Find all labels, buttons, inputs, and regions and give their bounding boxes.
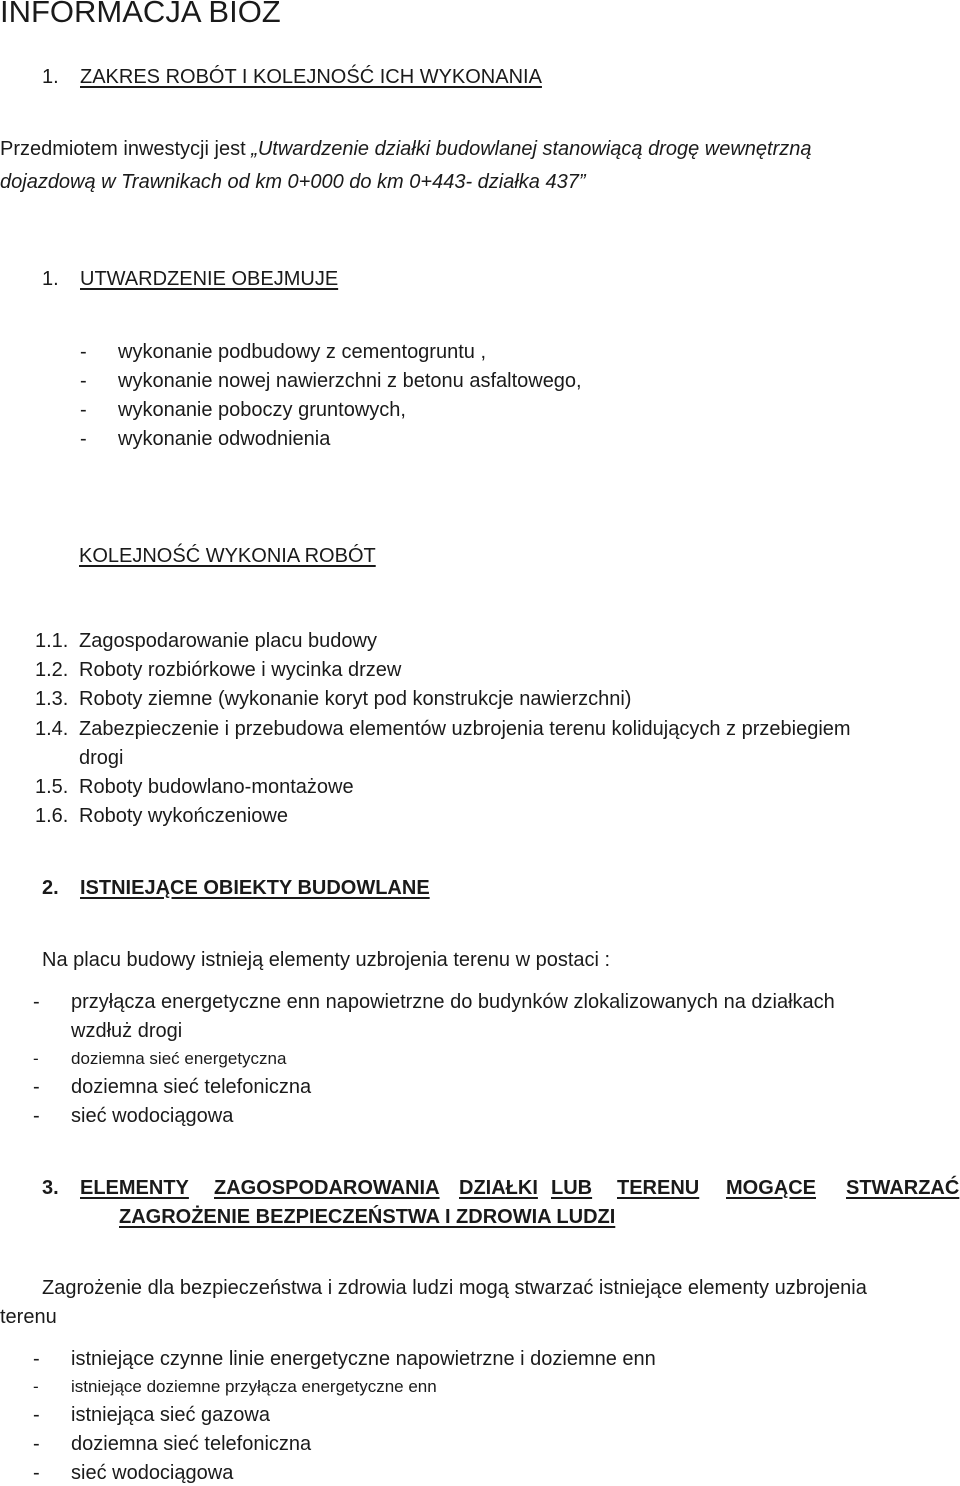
list-item: Roboty rozbiórkowe i wycinka drzew [79, 659, 402, 681]
intro-italic-line2: dojazdową w Trawnikach od km 0+000 do km 0+443- działka 437” [0, 171, 586, 193]
section3-heading-word: ZAGOSPODAROWANIA [214, 1177, 440, 1199]
intro-paragraph [0, 138, 812, 161]
utwardzenie-number: 1. [42, 268, 59, 290]
list-item: doziemna sieć telefoniczna [71, 1076, 312, 1098]
list-item: sieć wodociągowa [71, 1105, 234, 1127]
intro-lead: Przedmiotem inwestycji jest [0, 138, 252, 160]
section1-number: 1. [42, 66, 59, 88]
list-dash: - [80, 370, 87, 392]
list-item: doziemna sieć telefoniczna [71, 1433, 312, 1455]
section2-number: 2. [42, 877, 59, 899]
section3-heading-word: LUB [551, 1177, 593, 1199]
list-item: Zagospodarowanie placu budowy [79, 630, 377, 652]
list-dash: - [33, 1348, 40, 1370]
list-item: Roboty ziemne (wykonanie koryt pod konstrukcje nawierzchni) [79, 688, 632, 710]
list-dash: - [33, 1377, 39, 1396]
list-dash: - [33, 1049, 39, 1068]
list-item: istniejąca sieć gazowa [71, 1404, 270, 1426]
list-dash: - [33, 991, 40, 1013]
section3-heading-line2: ZAGROŻENIE BEZPIECZEŃSTWA I ZDROWIA LUDZI [119, 1206, 616, 1228]
list-number: 1.6. [35, 805, 69, 827]
list-item: przyłącza energetyczne enn napowietrzne do budynków zlokalizowanych na działkach [71, 991, 835, 1013]
list-item-continuation: drogi [79, 747, 124, 769]
section3-heading-word: TERENU [617, 1177, 700, 1199]
utwardzenie-heading: UTWARDZENIE OBEJMUJE [80, 268, 339, 290]
section2-heading: ISTNIEJĄCE OBIEKTY BUDOWLANE [80, 877, 430, 899]
section3-intro-line1: Zagrożenie dla bezpieczeństwa i zdrowia ludzi mogą stwarzać istniejące elementy uzbrojenia [42, 1277, 867, 1299]
list-number: 1.2. [35, 659, 69, 681]
section2-intro: Na placu budowy istnieją elementy uzbrojenia terenu w postaci : [42, 949, 611, 971]
list-item-continuation: wzdłuż drogi [71, 1020, 183, 1042]
list-dash: - [80, 428, 87, 450]
section3-heading-word: STWARZAĆ [846, 1177, 960, 1199]
list-item: Roboty budowlano-montażowe [79, 776, 354, 798]
list-number: 1.4. [35, 718, 69, 740]
list-item: Roboty wykończeniowe [79, 805, 288, 827]
intro-italic-line1: „Utwardzenie działki budowlanej stanowiącą drogę wewnętrzną [251, 138, 812, 160]
section3-heading-word: MOGĄCE [726, 1177, 816, 1199]
list-item: Zabezpieczenie i przebudowa elementów uzbrojenia terenu kolidujących z przebiegiem [79, 718, 851, 740]
list-dash: - [33, 1404, 40, 1426]
section3-heading-word: ELEMENTY [80, 1177, 189, 1199]
section1-heading: ZAKRES ROBÓT I KOLEJNOŚĆ ICH WYKONANIA [80, 66, 542, 88]
list-item: sieć wodociągowa [71, 1462, 234, 1484]
section3-heading-word: DZIAŁKI [459, 1177, 538, 1199]
section3-number: 3. [42, 1177, 59, 1199]
list-dash: - [33, 1105, 40, 1127]
list-item: istniejące doziemne przyłącza energetyczne enn [71, 1377, 437, 1396]
list-dash: - [33, 1076, 40, 1098]
list-item: wykonanie podbudowy z cementogruntu , [118, 341, 487, 363]
list-dash: - [33, 1462, 40, 1484]
list-item: wykonanie nowej nawierzchni z betonu asfaltowego, [118, 370, 582, 392]
page-title: INFORMACJA BIOZ [0, 0, 281, 29]
list-number: 1.1. [35, 630, 69, 652]
list-item: wykonanie poboczy gruntowych, [118, 399, 406, 421]
list-number: 1.5. [35, 776, 69, 798]
list-dash: - [33, 1433, 40, 1455]
list-item: istniejące czynne linie energetyczne napowietrzne i doziemne enn [71, 1348, 656, 1370]
list-item: doziemna sieć energetyczna [71, 1049, 287, 1068]
list-item: wykonanie odwodnienia [118, 428, 331, 450]
kolejnosc-heading: KOLEJNOŚĆ WYKONIA ROBÓT [79, 545, 376, 567]
list-number: 1.3. [35, 688, 69, 710]
list-dash: - [80, 399, 87, 421]
list-dash: - [80, 341, 87, 363]
section3-intro-line2: terenu [0, 1306, 57, 1328]
